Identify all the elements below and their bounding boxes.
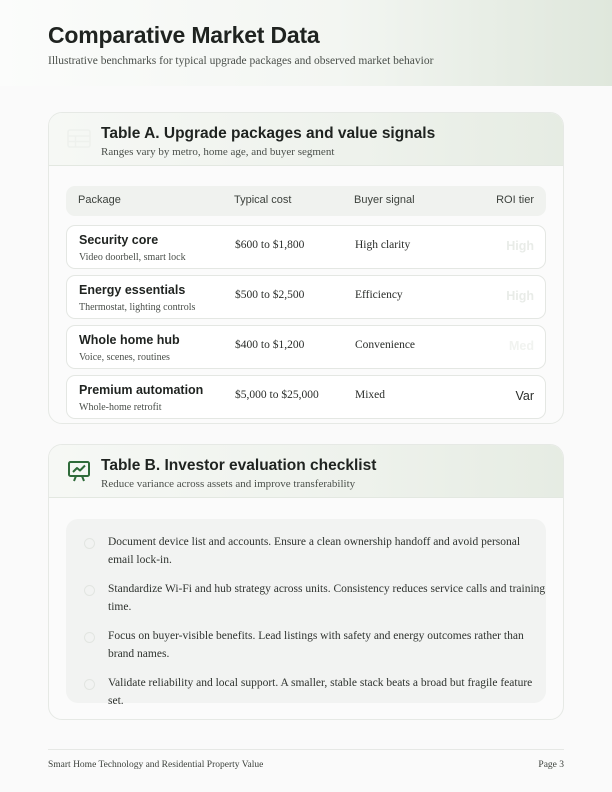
table-b-title: Table B. Investor evaluation checklist [101, 457, 377, 474]
checkbox[interactable] [84, 538, 95, 549]
column-header-signal: Buyer signal [354, 194, 415, 206]
row-cost: $400 to $1,200 [235, 339, 305, 351]
table-row [66, 325, 546, 369]
row-roi-tier: Med [509, 339, 534, 353]
page-subtitle: Illustrative benchmarks for typical upgrade packages and observed market behavior [48, 55, 434, 67]
column-header-cost: Typical cost [234, 194, 292, 206]
footer-document-title: Smart Home Technology and Residential Property Value [48, 760, 264, 770]
row-package: Energy essentials [79, 283, 186, 297]
page-header [0, 0, 612, 86]
row-cost: $600 to $1,800 [235, 239, 305, 251]
table-a-title: Table A. Upgrade packages and value signals [101, 125, 436, 142]
checkbox[interactable] [84, 679, 95, 690]
table-b-subtitle: Reduce variance across assets and improve transferability [101, 478, 356, 490]
checkbox[interactable] [84, 632, 95, 643]
table-row [66, 225, 546, 269]
footer-divider [48, 749, 564, 750]
row-cost: $500 to $2,500 [235, 289, 305, 301]
checklist-text: Standardize Wi-Fi and hub strategy across units. Consistency reduces service calls and training time. [108, 583, 546, 613]
table-b-card [48, 444, 564, 720]
row-roi-tier: High [506, 289, 534, 303]
table-row [66, 275, 546, 319]
row-package: Premium automation [79, 383, 204, 397]
checklist-text: Focus on buyer-visible benefits. Lead listings with safety and energy outcomes rather than brand names. [108, 630, 524, 660]
row-signal: Convenience [355, 339, 416, 351]
row-package: Whole home hub [79, 333, 180, 347]
table-a-subtitle: Ranges vary by metro, home age, and buyer segment [101, 146, 335, 158]
table-a-card [48, 112, 564, 424]
page-title: Comparative Market Data [48, 22, 320, 48]
presentation-chart-icon [67, 459, 91, 483]
row-cost: $5,000 to $25,000 [235, 389, 319, 401]
checklist [66, 519, 546, 707]
table-b-header [49, 445, 563, 498]
table-a-column-headers [66, 186, 546, 216]
row-package: Security core [79, 233, 159, 247]
column-header-roi: ROI tier [496, 194, 534, 206]
row-detail: Voice, scenes, routines [79, 352, 170, 363]
row-signal: Efficiency [355, 289, 403, 301]
row-roi-tier: High [506, 239, 534, 253]
row-detail: Thermostat, lighting controls [79, 302, 196, 313]
table-row [66, 375, 546, 419]
checklist-text: Validate reliability and local support. A smaller, stable stack beats a broad but fragile feature set. [108, 677, 533, 707]
row-detail: Whole-home retrofit [79, 402, 162, 413]
column-header-package: Package [78, 194, 121, 206]
checklist-text: Document device list and accounts. Ensure a clean ownership handoff and avoid personal email lock-in. [108, 536, 521, 566]
table-icon [67, 127, 91, 151]
row-roi-tier: Var [515, 389, 534, 403]
row-detail: Video doorbell, smart lock [79, 252, 186, 263]
row-signal: High clarity [355, 239, 411, 251]
row-signal: Mixed [355, 389, 386, 401]
page-number: Page 3 [538, 760, 564, 770]
checkbox[interactable] [84, 585, 95, 596]
table-a-header [49, 113, 563, 166]
